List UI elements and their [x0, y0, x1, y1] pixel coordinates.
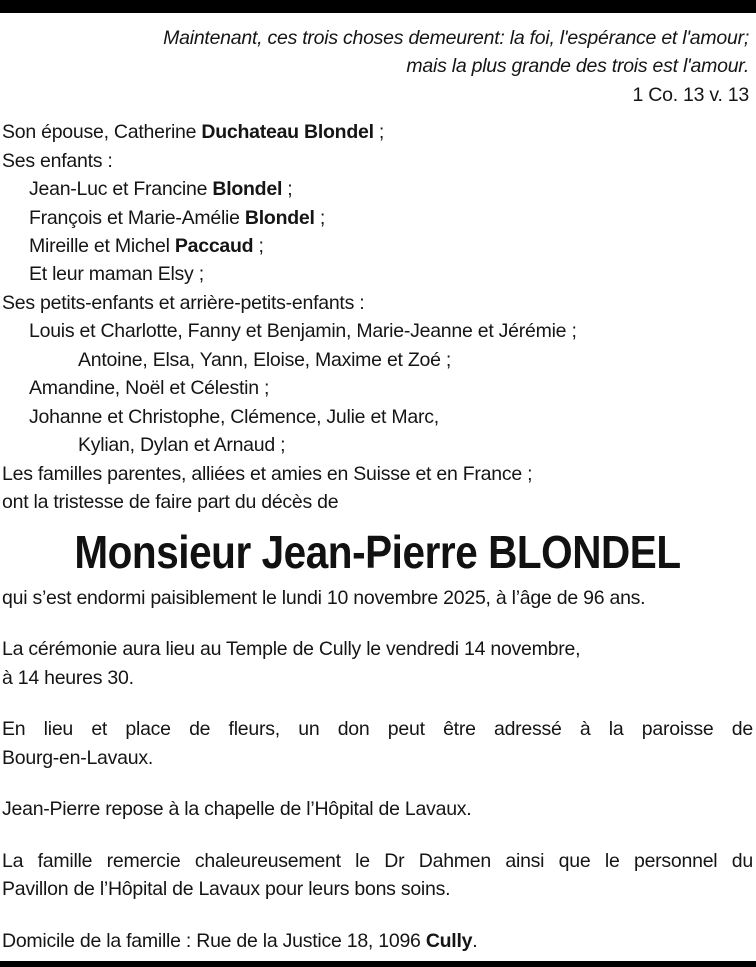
line-text: .	[472, 929, 478, 952]
line-text: à 14 heures 30.	[2, 666, 134, 689]
line-text: Jean-Luc et Francine	[29, 178, 213, 201]
bold-name-text: Duchateau Blondel	[201, 121, 374, 144]
paragraph-line	[2, 795, 753, 824]
line-text: Louis et Charlotte, Fanny et Benjamin, Marie-Jeanne et Jérémie ;	[29, 320, 577, 343]
family-line	[2, 175, 753, 203]
family-line	[2, 118, 753, 146]
family-line	[2, 204, 753, 232]
line-text: La cérémonie aura lieu au Temple de Cully le vendredi 14 novembre,	[2, 638, 581, 661]
ceremony-paragraph	[2, 635, 753, 692]
family-line	[2, 431, 753, 459]
line-text: Mireille et Michel	[29, 235, 175, 258]
paragraph-line	[2, 715, 753, 744]
paragraph-line	[2, 927, 753, 956]
paragraph-line	[2, 875, 753, 904]
obituary-content	[0, 13, 756, 955]
line-text: Pavillon de l’Hôpital de Lavaux pour leurs bons soins.	[2, 878, 451, 901]
line-text: Kylian, Dylan et Arnaud ;	[78, 434, 286, 457]
line-text: ;	[253, 235, 264, 258]
family-line	[2, 260, 753, 288]
family-line	[2, 460, 753, 488]
family-address-paragraph	[2, 927, 753, 956]
line-text: Les familles parentes, alliées et amies en Suisse et en France ;	[2, 462, 533, 485]
family-line	[2, 346, 753, 374]
line-text: Bourg-en-Lavaux.	[2, 746, 154, 769]
paragraph-line	[2, 635, 753, 664]
quote-line-2: mais la plus grande des trois est l'amour.	[406, 55, 749, 78]
line-text: Jean-Pierre repose à la chapelle de l’Hôpital de Lavaux.	[2, 798, 472, 821]
scripture-quote	[2, 24, 753, 109]
line-text: ;	[314, 206, 325, 229]
line-text: Ses petits-enfants et arrière-petits-enfants :	[2, 291, 365, 314]
line-text: Et leur maman Elsy ;	[29, 263, 204, 286]
line-text: ;	[282, 178, 293, 201]
paragraph-line	[2, 664, 753, 693]
family-line	[2, 147, 753, 175]
paragraph-line	[2, 847, 753, 876]
announcement-paragraphs	[2, 584, 753, 956]
paragraph-line	[2, 744, 753, 773]
bold-name-text: Paccaud	[174, 235, 254, 258]
family-line	[2, 289, 753, 317]
line-text: La famille remercie chaleureusement le Dr Dahmen ainsi que le personnel du	[2, 849, 753, 872]
line-text: Domicile de la famille : Rue de la Justice 18, 1096	[2, 929, 426, 952]
bold-name-text: Blondel	[212, 178, 283, 201]
family-line	[2, 232, 753, 260]
paragraph-line	[2, 584, 753, 613]
family-line	[2, 317, 753, 345]
deceased-name: Monsieur Jean-Pierre BLONDEL	[74, 525, 681, 578]
bottom-border-bar	[0, 961, 756, 967]
quote-line-1: Maintenant, ces trois choses demeurent: la foi, l'espérance et l'amour;	[163, 27, 749, 49]
line-text: Johanne et Christophe, Clémence, Julie et Marc,	[29, 405, 439, 428]
line-text: Ses enfants :	[2, 149, 113, 172]
death-line	[2, 584, 753, 613]
line-text: ont la tristesse de faire part du décès de	[2, 491, 339, 514]
bold-name-text: Blondel	[244, 206, 315, 229]
line-text: qui s’est endormi paisiblement le lundi 10 novembre 2025, à l’âge de 96 ans.	[2, 586, 646, 609]
quote-reference: 1 Co. 13 v. 13	[632, 83, 749, 106]
family-line	[2, 403, 753, 431]
bold-name-text: Cully	[425, 929, 473, 952]
family-line	[2, 488, 753, 516]
family-list	[2, 118, 753, 516]
repose-paragraph	[2, 795, 753, 824]
line-text: Amandine, Noël et Célestin ;	[29, 377, 270, 400]
line-text: En lieu et place de fleurs, un don peut être adressé à la paroisse de	[2, 718, 753, 741]
line-text: ;	[373, 121, 385, 144]
line-text: Son épouse, Catherine	[2, 121, 202, 144]
donation-paragraph	[2, 715, 753, 772]
top-border-bar	[0, 0, 756, 13]
thanks-paragraph	[2, 847, 753, 904]
line-text: François et Marie-Amélie	[29, 206, 245, 229]
line-text: Antoine, Elsa, Yann, Eloise, Maxime et Zoé ;	[78, 348, 452, 371]
family-line	[2, 374, 753, 402]
